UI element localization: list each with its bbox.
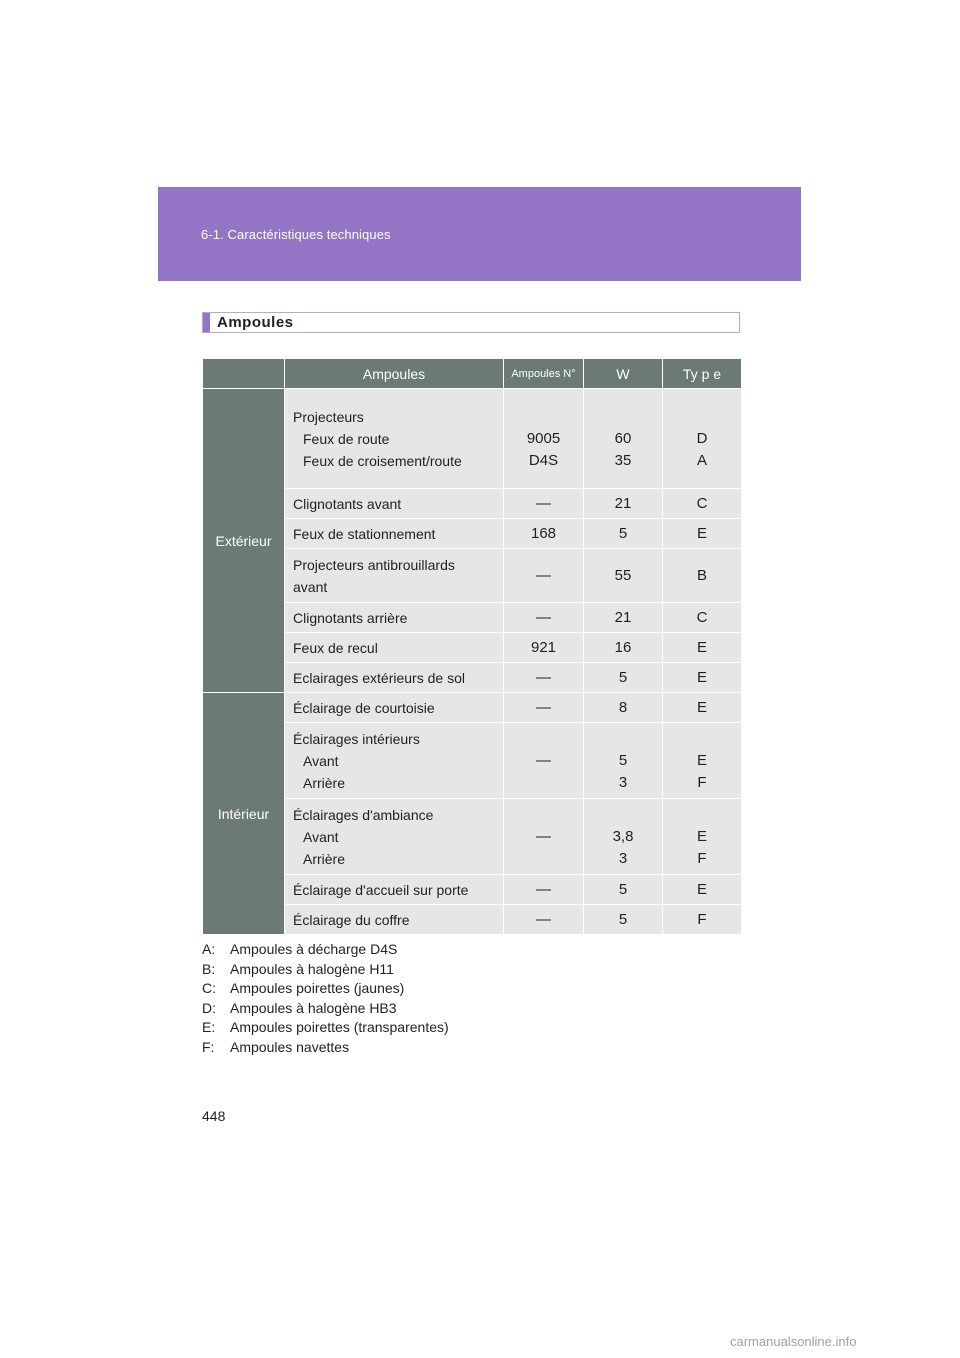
bulb-number-cell bbox=[504, 875, 584, 905]
bulb-type: C bbox=[696, 608, 708, 626]
bulb-watt: 3 bbox=[618, 849, 628, 867]
bulb-watt: 16 bbox=[614, 638, 632, 656]
bulb-name: Projecteurs bbox=[293, 408, 364, 425]
bulb-name-cell bbox=[285, 723, 504, 799]
bulb-number: ⎯⎯ bbox=[535, 880, 551, 898]
note-item bbox=[202, 940, 449, 960]
header-group bbox=[203, 359, 285, 389]
note-key: C: bbox=[202, 980, 216, 997]
note-item bbox=[202, 979, 449, 999]
bulb-watt: 21 bbox=[614, 608, 632, 626]
bulb-number: ⎯⎯ bbox=[535, 698, 551, 716]
bulb-type-cell bbox=[663, 723, 742, 799]
bulb-name-cell bbox=[285, 633, 504, 663]
bulb-name: Clignotants arrière bbox=[293, 609, 408, 626]
bulb-number: ⎯⎯ bbox=[535, 494, 551, 512]
bulb-type-cell bbox=[663, 663, 742, 693]
bulb-watt: 5 bbox=[618, 910, 628, 928]
bulb-number-cell bbox=[504, 633, 584, 663]
bulb-watt-cell bbox=[584, 519, 663, 549]
bulb-type bbox=[663, 804, 741, 826]
bulb-number: ⎯⎯ bbox=[535, 608, 551, 626]
bulb-watt: 3 bbox=[618, 773, 628, 791]
section-title: Ampoules bbox=[217, 314, 294, 331]
bulb-name-cell bbox=[285, 489, 504, 519]
bulb-watt: 5 bbox=[618, 880, 628, 898]
section-title-box bbox=[202, 312, 740, 333]
note-key: A: bbox=[202, 941, 216, 957]
note-item bbox=[202, 960, 449, 980]
bulb-name: Éclairages d'ambiance bbox=[293, 806, 434, 823]
bulb-watt-cell bbox=[584, 875, 663, 905]
bulb-number-cell bbox=[504, 549, 584, 603]
bulb-type: F bbox=[697, 849, 707, 867]
bulb-name-cell bbox=[285, 389, 504, 489]
legend-notes bbox=[202, 940, 449, 1058]
table-row bbox=[203, 389, 742, 489]
bulb-number-cell bbox=[504, 799, 584, 875]
bulb-number: ⎯⎯ bbox=[535, 751, 551, 769]
bulb-number: ⎯⎯ bbox=[535, 668, 551, 686]
bulb-watt-cell bbox=[584, 799, 663, 875]
bulb-watt bbox=[584, 728, 662, 750]
bulb-type-cell bbox=[663, 693, 742, 723]
note-key: D: bbox=[202, 999, 216, 1016]
bulb-name: Feux de recul bbox=[293, 639, 378, 656]
bulb-number bbox=[504, 406, 583, 428]
bulb-name-cell bbox=[285, 663, 504, 693]
note-key: B: bbox=[202, 960, 216, 977]
bulb-watt bbox=[584, 804, 662, 826]
group-label-interior: Intérieur bbox=[203, 693, 285, 935]
bulb-subname: avant bbox=[293, 578, 328, 595]
bulb-type bbox=[663, 728, 741, 750]
bulb-watt-cell bbox=[584, 905, 663, 935]
bulb-watt bbox=[584, 406, 662, 428]
bulb-type-cell bbox=[663, 799, 742, 875]
section-title-accent bbox=[203, 313, 210, 332]
note-key: F: bbox=[202, 1038, 215, 1055]
bulb-watt-cell bbox=[584, 489, 663, 519]
bulb-number: ⎯⎯ bbox=[535, 827, 551, 845]
bulb-number-cell bbox=[504, 489, 584, 519]
bulb-watt-cell bbox=[584, 549, 663, 603]
bulb-type: E bbox=[696, 668, 707, 686]
bulb-number: ⎯⎯ bbox=[535, 910, 551, 928]
table-header-row bbox=[203, 359, 742, 389]
bulb-watt-cell bbox=[584, 663, 663, 693]
bulb-watt: 21 bbox=[614, 494, 632, 512]
bulb-number: 921 bbox=[530, 638, 557, 656]
bulb-type bbox=[663, 406, 741, 428]
bulb-subname: Feux de croisement/route bbox=[303, 452, 462, 469]
bulb-number-cell bbox=[504, 693, 584, 723]
bulb-table bbox=[202, 358, 742, 935]
breadcrumb: 6-1. Caractéristiques techniques bbox=[201, 227, 391, 242]
bulb-number: 168 bbox=[530, 524, 557, 542]
bulb-watt: 5 bbox=[618, 524, 628, 542]
bulb-subname: Avant bbox=[303, 752, 339, 769]
bulb-type: D bbox=[696, 429, 708, 447]
bulb-name: Éclairage d'accueil sur porte bbox=[293, 881, 469, 898]
bulb-number: 9005 bbox=[526, 429, 561, 447]
header-bulb-number: Ampoules N° bbox=[504, 359, 584, 389]
bulb-name: Éclairage du coffre bbox=[293, 911, 410, 928]
bulb-type-cell bbox=[663, 549, 742, 603]
note-item bbox=[202, 999, 449, 1019]
bulb-number-cell bbox=[504, 603, 584, 633]
note-text: Ampoules poirettes (jaunes) bbox=[230, 980, 405, 997]
bulb-name-cell bbox=[285, 693, 504, 723]
bulb-type-cell bbox=[663, 489, 742, 519]
bulb-type: E bbox=[696, 880, 707, 898]
bulb-name-cell bbox=[285, 603, 504, 633]
bulb-watt-cell bbox=[584, 633, 663, 663]
bulb-type: F bbox=[697, 773, 707, 791]
bulb-watt: 5 bbox=[618, 668, 628, 686]
bulb-number: ⎯⎯ bbox=[535, 566, 551, 584]
note-key: E: bbox=[202, 1019, 216, 1036]
bulb-type-cell bbox=[663, 875, 742, 905]
bulb-subname: Avant bbox=[303, 828, 339, 845]
bulb-watt-cell bbox=[584, 603, 663, 633]
bulb-number-cell bbox=[504, 519, 584, 549]
header-watt: W bbox=[584, 359, 663, 389]
bulb-subname: Feux de route bbox=[303, 430, 390, 447]
table-row bbox=[203, 693, 742, 723]
header-type: Ty p e bbox=[663, 359, 742, 389]
bulb-watt: 3,8 bbox=[612, 827, 634, 845]
bulb-type-cell bbox=[663, 519, 742, 549]
bulb-name: Eclairages extérieurs de sol bbox=[293, 669, 465, 686]
note-text: Ampoules à décharge D4S bbox=[230, 941, 398, 957]
bulb-watt-cell bbox=[584, 389, 663, 489]
bulb-watt: 8 bbox=[618, 698, 628, 716]
bulb-watt: 5 bbox=[618, 751, 628, 769]
bulb-name-cell bbox=[285, 549, 504, 603]
bulb-type: C bbox=[696, 494, 708, 512]
bulb-type: E bbox=[696, 827, 707, 845]
bulb-number: D4S bbox=[528, 451, 559, 469]
bulb-name: Projecteurs antibrouillards bbox=[293, 556, 455, 573]
header-bulbs: Ampoules bbox=[285, 359, 504, 389]
bulb-name-cell bbox=[285, 799, 504, 875]
note-text: Ampoules navettes bbox=[230, 1038, 350, 1055]
note-text: Ampoules à halogène H11 bbox=[230, 960, 394, 977]
bulb-name-cell bbox=[285, 519, 504, 549]
bulb-number-cell bbox=[504, 723, 584, 799]
note-text: Ampoules poirettes (transparentes) bbox=[230, 1019, 449, 1036]
bulb-name: Éclairage de courtoisie bbox=[293, 699, 435, 716]
bulb-name: Éclairages intérieurs bbox=[293, 730, 420, 747]
bulb-type: B bbox=[696, 566, 707, 584]
bulb-watt: 55 bbox=[614, 566, 632, 584]
bulb-type-cell bbox=[663, 633, 742, 663]
bulb-subname: Arrière bbox=[303, 774, 346, 791]
watermark: carmanualsonline.info bbox=[730, 1334, 857, 1349]
page-number: 448 bbox=[202, 1108, 226, 1124]
bulb-watt-cell bbox=[584, 693, 663, 723]
bulb-type-cell bbox=[663, 905, 742, 935]
note-text: Ampoules à halogène HB3 bbox=[230, 999, 397, 1016]
bulb-number-cell bbox=[504, 389, 584, 489]
bulb-subname: Arrière bbox=[303, 850, 346, 867]
note-item bbox=[202, 1018, 449, 1038]
bulb-number-cell bbox=[504, 905, 584, 935]
bulb-type-cell bbox=[663, 603, 742, 633]
group-label-exterior: Extérieur bbox=[203, 389, 285, 693]
bulb-type: A bbox=[696, 451, 707, 469]
bulb-name-cell bbox=[285, 905, 504, 935]
bulb-name-cell bbox=[285, 875, 504, 905]
bulb-type: F bbox=[697, 910, 707, 928]
bulb-type: E bbox=[696, 698, 707, 716]
bulb-type: E bbox=[696, 524, 707, 542]
bulb-number-cell bbox=[504, 663, 584, 693]
bulb-type: E bbox=[696, 638, 707, 656]
bulb-type-cell bbox=[663, 389, 742, 489]
note-item bbox=[202, 1038, 449, 1058]
bulb-watt-cell bbox=[584, 723, 663, 799]
bulb-name: Feux de stationnement bbox=[293, 525, 436, 542]
bulb-watt: 35 bbox=[614, 451, 632, 469]
bulb-name: Clignotants avant bbox=[293, 495, 402, 512]
bulb-type: E bbox=[696, 751, 707, 769]
bulb-watt: 60 bbox=[614, 429, 632, 447]
chapter-header-band bbox=[158, 187, 801, 281]
